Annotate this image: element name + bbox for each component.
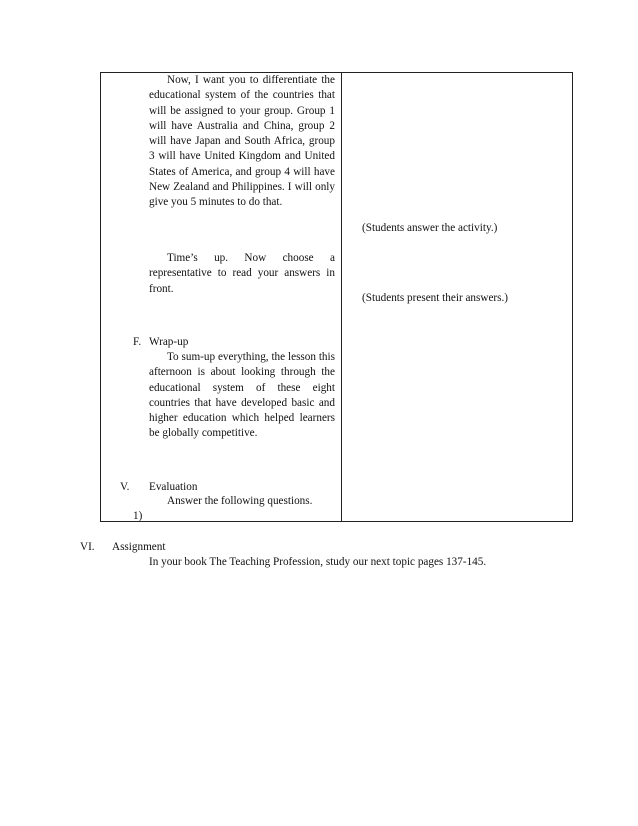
wrapup-heading: Wrap-up xyxy=(149,336,189,348)
assignment-label: VI. xyxy=(80,541,95,553)
students-present-note: (Students present their answers.) xyxy=(362,292,509,304)
evaluation-label: V. xyxy=(120,481,130,493)
assignment-heading: Assignment xyxy=(112,541,166,553)
evaluation-heading: Evaluation xyxy=(149,481,198,493)
times-up-paragraph: Time’s up. Now choose a representative to read your answers in front. xyxy=(149,252,335,295)
wrapup-paragraph: To sum-up everything, the lesson this afternoon is about looking through the educational system of these eight countries that have developed basic and higher education which helped learners be globally competitive. xyxy=(149,351,335,440)
evaluation-item-number: 1) xyxy=(133,510,143,522)
wrapup-label: F. xyxy=(133,336,142,348)
instruction-paragraph: Now, I want you to differentiate the educational system of the countries that will be assigned to your group. Group 1 will have Australia and China, group 2 will have Japan and South Africa, group 3 will have United Kingdom and United States of America, and group 4 will have New Zealand and Philippines. I will only give you 5 minutes to do that. xyxy=(149,74,335,209)
evaluation-instruction: Answer the following questions. xyxy=(167,495,313,507)
table-column-divider xyxy=(341,72,342,522)
students-activity-note: (Students answer the activity.) xyxy=(362,222,498,234)
assignment-text: In your book The Teaching Profession, study our next topic pages 137-145. xyxy=(149,556,487,568)
